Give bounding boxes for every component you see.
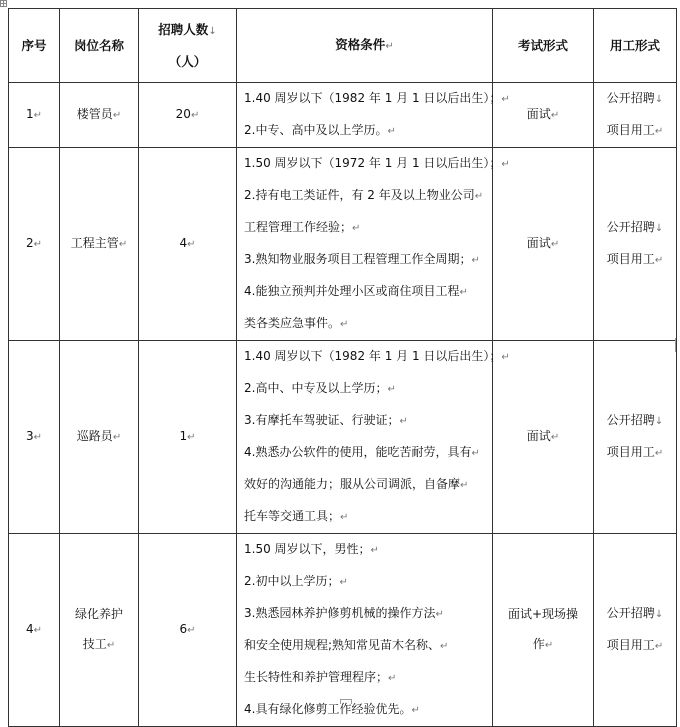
table-row	[9, 83, 677, 148]
paragraph-mark: ↵	[654, 126, 664, 137]
cell-position: 巡路员↵	[60, 341, 139, 534]
paragraph-mark: ↵	[501, 352, 510, 363]
header-seq: 序号	[9, 9, 60, 83]
cell-qualifications	[237, 341, 510, 534]
recruitment-table	[8, 8, 677, 727]
qualification-line: 4.熟悉办公软件的使用，能吃苦耐劳，具有↵	[244, 445, 480, 459]
cell-exam: 面试↵	[493, 148, 594, 341]
cell-position: 绿化养护 技工↵	[60, 534, 139, 727]
paragraph-mark: ↵	[654, 641, 664, 652]
header-employment: 用工形式	[594, 9, 677, 83]
paragraph-mark: ↵	[112, 432, 122, 443]
qualification-line: 3.熟知物业服务项目工程管理工作全周期；↵	[244, 252, 480, 266]
cell-count: 1↵	[139, 341, 237, 534]
paragraph-mark: ↵	[118, 239, 128, 250]
cell-count: 20↵	[139, 83, 237, 148]
qualification-line: 4.能独立预判并处理小区或商住项目工程↵	[244, 284, 468, 298]
paragraph-mark: ↵	[654, 448, 664, 459]
paragraph-mark: ↵	[33, 625, 43, 636]
table-row	[9, 148, 677, 341]
qualification-line: 生长特性和养护管理程序；↵	[244, 670, 397, 684]
qualification-line: 工程管理工作经验；↵	[244, 220, 361, 234]
qualification-line: 效好的沟通能力；服从公司调派，自备摩↵	[244, 477, 469, 491]
cell-position: 工程主管↵	[60, 148, 139, 341]
cell-exam: 面试+现场操 作↵	[493, 534, 594, 727]
qualification-line: 2.初中以上学历；↵	[244, 574, 348, 588]
paragraph-mark: ↵	[388, 673, 397, 684]
cell-employment: 公开招聘↓ 项目用工↵	[594, 148, 677, 341]
paragraph-mark: ↵	[501, 159, 510, 170]
qualification-line: 类各类应急事件。↵	[244, 316, 349, 330]
margin-marker	[675, 338, 680, 352]
paragraph-mark: ↵	[471, 255, 480, 266]
qualification-line: 和安全使用规程;熟知常见苗木名称、↵	[244, 638, 449, 652]
qualification-line: 托车等交通工具；↵	[244, 509, 349, 523]
qualification-line: 3.熟悉园林养护修剪机械的操作方法↵	[244, 606, 444, 620]
cell-seq: 2↵	[9, 148, 60, 341]
cell-qualifications	[237, 534, 493, 727]
cell-exam: 面试↵	[493, 341, 594, 534]
cell-seq: 4↵	[9, 534, 60, 727]
qualification-line: 1.50 周岁以下（1972 年 1 月 1 日以后出生）；↵	[244, 156, 510, 170]
qualification-line: 1.40 周岁以下（1982 年 1 月 1 日以后出生）；↵	[244, 349, 510, 363]
qualification-line: 1.50 周岁以下，男性；↵	[244, 542, 379, 556]
qualification-line: 1.40 周岁以下（1982 年 1 月 1 日以后出生）；↵	[244, 91, 510, 105]
paragraph-mark: ↵	[387, 126, 396, 137]
paragraph-mark: ↓	[654, 94, 664, 105]
qualification-line: 2.持有电工类证件，有 2 年及以上物业公司↵	[244, 188, 484, 202]
paragraph-mark: ↓	[654, 416, 664, 427]
header-position: 岗位名称	[60, 9, 139, 83]
paragraph-mark: ↵	[370, 545, 379, 556]
paragraph-mark: ↵	[387, 384, 396, 395]
table-row	[9, 534, 677, 727]
paragraph-mark: ↵	[340, 512, 349, 523]
cell-seq: 1↵	[9, 83, 60, 148]
paragraph-mark: ↵	[440, 641, 449, 652]
cell-position: 楼管员↵	[60, 83, 139, 148]
paragraph-mark: ↵	[112, 110, 122, 121]
paragraph-mark: ↵	[352, 223, 361, 234]
paragraph-mark: ↵	[550, 110, 560, 121]
qualification-line: 2.高中、中专及以上学历；↵	[244, 381, 396, 395]
paragraph-mark: ↵	[190, 110, 200, 121]
qualification-line: 2.中专、高中及以上学历。↵	[244, 123, 396, 137]
cell-seq: 3↵	[9, 341, 60, 534]
header-count: 招聘人数↓ （人）	[139, 9, 237, 83]
paragraph-mark: ↵	[654, 255, 664, 266]
table-row	[9, 341, 677, 534]
paragraph-mark: ↵	[544, 640, 554, 651]
cell-qualifications	[237, 83, 510, 148]
paragraph-mark: ↵	[33, 239, 43, 250]
page-bottom-marker	[340, 699, 352, 704]
header-exam: 考试形式	[493, 9, 594, 83]
paragraph-mark: ↵	[435, 609, 444, 620]
paragraph-mark: ↵	[550, 432, 560, 443]
paragraph-mark: ↵	[106, 640, 116, 651]
cell-employment: 公开招聘↓ 项目用工↵	[594, 83, 677, 148]
paragraph-mark: ↵	[411, 705, 420, 716]
cell-qualifications	[237, 148, 510, 341]
paragraph-mark: ↵	[187, 625, 196, 636]
paragraph-mark: ↵	[501, 94, 510, 105]
cell-exam: 面试↵	[493, 83, 594, 148]
paragraph-mark: ↵	[474, 191, 484, 202]
paragraph-mark: ↵	[340, 319, 349, 330]
paragraph-mark: ↓	[654, 223, 664, 234]
cell-employment: 公开招聘↓ 项目用工↵	[594, 534, 677, 727]
paragraph-mark: ↵	[459, 287, 468, 298]
qualification-line: 3.有摩托车驾驶证、行驶证；↵	[244, 413, 408, 427]
cell-employment: 公开招聘↓ 项目用工↵	[594, 341, 677, 534]
paragraph-mark: ↵	[460, 480, 469, 491]
paragraph-mark: ↵	[187, 432, 196, 443]
paragraph-mark: ↵	[471, 448, 480, 459]
table-anchor-icon[interactable]	[0, 0, 7, 7]
paragraph-mark: ↵	[339, 577, 348, 588]
header-qualifications: 资格条件↵	[237, 9, 493, 83]
paragraph-mark: ↵	[33, 432, 43, 443]
header-row	[9, 9, 677, 83]
paragraph-mark: ↵	[399, 416, 408, 427]
paragraph-mark: ↓	[654, 609, 664, 620]
paragraph-mark: ↵	[33, 110, 43, 121]
cell-count: 4↵	[139, 148, 237, 341]
paragraph-mark: ↵	[550, 239, 560, 250]
cell-count: 6↵	[139, 534, 237, 727]
qualification-line: 4.具有绿化修剪工作经验优先。↵	[244, 702, 420, 716]
paragraph-mark: ↵	[187, 239, 196, 250]
